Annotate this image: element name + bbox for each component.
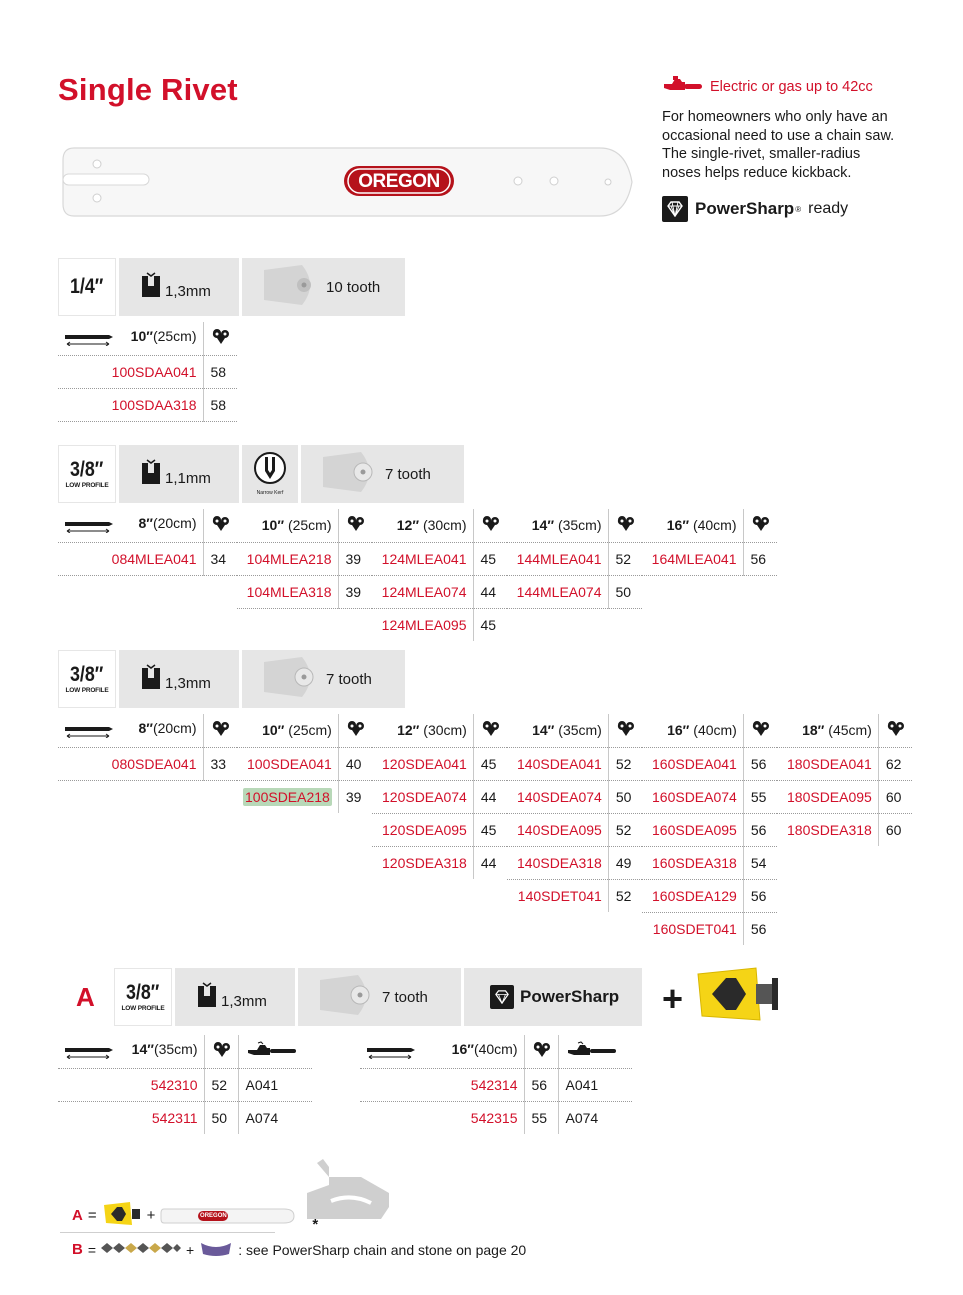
pitch-cell [58, 650, 116, 708]
part-number: 140SDEA074 [507, 780, 608, 813]
narrow-kerf-cell [242, 445, 298, 503]
drive-links: 55 [743, 780, 777, 813]
spec-band-quarter [58, 258, 405, 316]
part-number: 160SDEA095 [642, 813, 743, 846]
plus-sign: + [662, 978, 684, 1019]
length-cm: (40cm) [473, 1040, 518, 1057]
gauge-value: 1,3mm [165, 282, 211, 300]
drive-links: 34 [203, 542, 237, 575]
length-inch: 12″ [397, 722, 420, 739]
tooth-cell [301, 445, 464, 503]
drive-links: 60 [878, 813, 912, 846]
table-row [58, 608, 777, 641]
table-row [58, 1101, 312, 1134]
drive-link-icon [204, 1035, 238, 1068]
drive-links: 56 [743, 879, 777, 912]
drive-links: 44 [473, 846, 507, 879]
length-cm: (25cm) [288, 722, 332, 739]
use-text: Electric or gas up to 42cc [710, 79, 873, 95]
drive-link-icon [608, 509, 642, 542]
drive-links: 39 [338, 542, 372, 575]
guide-bar-mini-icon [160, 1207, 296, 1225]
description-line: noses helps reduce kickback. [662, 164, 852, 181]
gauge-icon [141, 459, 161, 489]
kit-number: 542314 [360, 1068, 524, 1101]
plus-sign: + [186, 1241, 195, 1258]
length-header [777, 714, 878, 747]
drive-links: 56 [743, 747, 777, 780]
sprocket-nose-icon [321, 449, 379, 499]
tooth-value: 7 tooth [382, 988, 428, 1006]
bar-length-header [58, 1035, 204, 1068]
drive-link-icon [338, 509, 372, 542]
sharpener-icon [102, 1201, 142, 1231]
length-header [372, 509, 473, 542]
part-number: 160SDEA318 [642, 846, 743, 879]
table-row [58, 575, 777, 608]
drive-links: 45 [473, 747, 507, 780]
narrow-kerf-icon [253, 452, 287, 489]
bar-mount: A074 [558, 1101, 632, 1134]
table-kit-16 [360, 1035, 632, 1134]
bar-length-icon [64, 1045, 114, 1062]
length-inch: 14″ [131, 1040, 154, 1057]
drive-link-icon [743, 714, 777, 747]
kit-number: 542310 [58, 1068, 204, 1101]
saw-icon [662, 76, 704, 98]
sprocket-nose-icon [262, 654, 320, 704]
gauge-cell [119, 650, 239, 708]
drive-links: 56 [524, 1068, 558, 1101]
table-row [360, 1101, 632, 1134]
drive-links: 58 [203, 355, 237, 388]
gauge-icon [141, 272, 161, 302]
drive-links: 62 [878, 747, 912, 780]
length-inch: 10″ [130, 327, 153, 344]
length-inch: 14″ [532, 722, 555, 739]
bar-length-header [360, 1035, 524, 1068]
part-number: 104MLEA318 [237, 575, 338, 608]
bar-length-icon [366, 1045, 416, 1062]
gem-icon [490, 985, 514, 1009]
pitch-label: LOW PROFILE [65, 687, 109, 694]
table-row [58, 1068, 312, 1101]
gauge-cell [119, 445, 239, 503]
table-lp-13 [58, 714, 912, 945]
drive-links: 39 [338, 780, 372, 813]
spec-band-kit [114, 968, 642, 1026]
equals-sign: = [87, 1241, 97, 1258]
part-number: 120SDEA095 [372, 813, 473, 846]
length-inch: 16″ [667, 722, 690, 739]
tooth-value: 7 tooth [326, 670, 372, 688]
part-number: 124MLEA074 [372, 575, 473, 608]
part-number: 140SDEA095 [507, 813, 608, 846]
oregon-logo: OREGON [358, 171, 440, 192]
gauge-icon [197, 982, 217, 1012]
drive-links: 50 [204, 1101, 238, 1134]
table-row [360, 1068, 632, 1101]
sharpener-icon [694, 966, 782, 1029]
chain-icon [101, 1241, 181, 1258]
mini-oregon-logo: OREGON [200, 1212, 227, 1219]
part-number-highlighted [237, 780, 338, 813]
part-number: 120SDEA318 [382, 854, 467, 871]
tooth-value: 10 tooth [326, 278, 381, 296]
drive-link-icon [743, 509, 777, 542]
part-number: 164MLEA041 [642, 542, 743, 575]
spec-band-lp-11 [58, 445, 464, 503]
drive-links: 54 [743, 846, 777, 879]
part-number: 100SDAA041 [58, 355, 203, 388]
drive-links: 56 [743, 542, 777, 575]
length-cm: (20cm) [152, 719, 197, 736]
tooth-cell [298, 968, 461, 1026]
gauge-value: 1,3mm [165, 674, 211, 692]
bar-length-icon [64, 724, 114, 741]
length-header [237, 509, 338, 542]
drive-links: 52 [608, 879, 642, 912]
description [662, 108, 932, 182]
length-inch: 10″ [262, 722, 285, 739]
part-number: 080SDEA041 [58, 747, 203, 780]
length-inch: 8″ [138, 514, 153, 531]
drive-links: 45 [473, 813, 507, 846]
drive-links: 55 [524, 1101, 558, 1134]
narrow-kerf-label: Narrow Kerf [256, 490, 284, 496]
table-row [58, 355, 237, 388]
table-row [58, 912, 912, 945]
part-number: 120SDEA041 [372, 747, 473, 780]
legend-b-text: : see PowerSharp chain and stone on page 20 [238, 1241, 527, 1258]
length-cm: (30cm) [423, 722, 467, 739]
part-number: 100SDAA318 [58, 388, 203, 421]
bar-mount: A041 [558, 1068, 632, 1101]
part-number: 104MLEA218 [237, 542, 338, 575]
length-inch: 10″ [261, 517, 285, 534]
drive-links: 33 [203, 747, 237, 780]
part-number: 160SDEA074 [642, 780, 743, 813]
gauge-icon [141, 664, 161, 694]
part-number: 140SDEA318 [507, 846, 608, 879]
sprocket-nose-icon [318, 972, 376, 1022]
bar-mount: A074 [238, 1101, 312, 1134]
length-cm: (35cm) [153, 1040, 198, 1057]
bar-length-header [58, 322, 203, 355]
length-inch: 18″ [802, 722, 825, 739]
pitch-value: 1/4″ [70, 275, 104, 298]
drive-link-icon [878, 714, 912, 747]
legend-b [72, 1240, 526, 1259]
length-header [642, 714, 743, 747]
powersharp-brand: PowerSharp [695, 199, 795, 218]
powersharp-suffix: ready [808, 200, 849, 217]
table-row [58, 542, 777, 575]
powersharp-cell [464, 968, 642, 1026]
tooth-cell [242, 258, 405, 316]
powersharp-ready: PowerSharp ® ready [662, 196, 932, 222]
length-header [507, 714, 608, 747]
guide-bar-image [60, 144, 640, 225]
drive-links: 50 [608, 575, 642, 608]
drive-links: 45 [473, 542, 507, 575]
table-kit-14 [58, 1035, 312, 1134]
tooth-value: 7 tooth [385, 465, 431, 483]
pitch-value: 3/8″ [70, 663, 104, 686]
length-inch: 12″ [396, 517, 420, 534]
length-inch: 16″ [666, 517, 690, 534]
length-inch: 16″ [451, 1040, 474, 1057]
bar-length-header [58, 714, 203, 747]
page-title: Single Rivet [58, 72, 238, 107]
part-number: 100SDEA218 [245, 788, 330, 805]
description-line: The single-rivet, smaller-radius [662, 146, 861, 162]
drive-link-icon [338, 714, 372, 747]
pitch-cell [114, 968, 172, 1026]
length-header [237, 714, 338, 747]
drive-links: 52 [204, 1068, 238, 1101]
part-number: 140SDET041 [517, 887, 602, 904]
table-quarter-pitch [58, 322, 237, 422]
length-cm: (20cm) [152, 514, 197, 531]
part-number: 144MLEA074 [507, 575, 608, 608]
info-box [662, 76, 932, 222]
drive-links: 50 [608, 780, 642, 813]
description-line: occasional need to use a chain saw. [662, 127, 895, 144]
plus-sign: + [146, 1207, 156, 1224]
length-header [372, 714, 473, 747]
drive-links: 56 [743, 912, 777, 945]
bar-length-icon [64, 519, 114, 536]
length-header [642, 509, 743, 542]
drive-links: 58 [203, 388, 237, 421]
pitch-cell [58, 445, 116, 503]
saw-model-icon [558, 1035, 632, 1068]
drive-links: 56 [743, 813, 777, 846]
part-number: 160SDEA129 [642, 879, 743, 912]
length-cm: (40cm) [693, 722, 737, 739]
part-number: 140SDEA041 [507, 747, 608, 780]
part-number: 180SDEA318 [787, 821, 872, 838]
saw-model-icon [238, 1035, 312, 1068]
table-row [58, 747, 912, 780]
pitch-cell [58, 258, 116, 316]
pitch-label: LOW PROFILE [121, 1005, 165, 1012]
powersharp-label: PowerSharp [520, 987, 620, 1006]
sprocket-nose-icon [262, 262, 320, 312]
part-number: 084MLEA041 [58, 542, 203, 575]
use-line [662, 76, 932, 98]
table-row [58, 813, 912, 846]
legend-key-a: A [72, 1207, 83, 1224]
part-number: 124MLEA041 [372, 542, 473, 575]
tooth-cell [242, 650, 405, 708]
length-cm: (35cm) [557, 517, 602, 534]
part-number: 144MLEA041 [507, 542, 608, 575]
length-cm: (25cm) [152, 327, 197, 344]
part-number: 100SDEA041 [237, 747, 338, 780]
length-cm: (40cm) [692, 517, 737, 534]
part-number: 160SDEA041 [642, 747, 743, 780]
legend-key-b: B [72, 1241, 83, 1258]
equals-sign: = [87, 1207, 97, 1224]
pitch-value: 3/8″ [126, 981, 160, 1004]
drive-links: 40 [338, 747, 372, 780]
part-number: 180SDEA095 [777, 780, 878, 813]
drive-link-icon [524, 1035, 558, 1068]
description-line: For homeowners who only have an [662, 109, 888, 125]
kit-number: 542315 [470, 1109, 518, 1126]
asterisk: * [312, 1216, 319, 1233]
part-number: 124MLEA095 [381, 616, 467, 633]
table-lp-11 [58, 509, 777, 641]
table-row [58, 879, 912, 912]
drive-link-icon [473, 714, 507, 747]
table-row [58, 388, 237, 421]
drive-link-icon [608, 714, 642, 747]
gauge-cell [175, 968, 295, 1026]
kit-number: 542311 [151, 1109, 198, 1126]
bar-mount: A041 [238, 1068, 312, 1101]
drive-links: 44 [473, 780, 507, 813]
drive-links: 49 [608, 846, 642, 879]
drive-link-icon [473, 509, 507, 542]
drive-links: 44 [473, 575, 507, 608]
gauge-value: 1,3mm [221, 992, 267, 1010]
bar-length-icon [64, 332, 114, 349]
table-row [58, 780, 912, 813]
sharpening-stone-icon [199, 1240, 233, 1259]
drive-link-icon [203, 322, 237, 355]
spec-band-lp-13 [58, 650, 405, 708]
gauge-value: 1,1mm [165, 469, 211, 487]
drive-link-icon [203, 509, 237, 542]
pitch-value: 3/8″ [70, 458, 104, 481]
length-inch: 8″ [138, 719, 153, 736]
legend-a [72, 1198, 318, 1233]
drive-links: 60 [878, 780, 912, 813]
bar-length-header [58, 509, 203, 542]
length-cm: (30cm) [422, 517, 467, 534]
length-cm: (25cm) [287, 517, 332, 534]
drive-links: 39 [338, 575, 372, 608]
length-header [507, 509, 608, 542]
gem-icon [662, 196, 688, 222]
drive-links: 52 [608, 542, 642, 575]
gauge-cell [119, 258, 239, 316]
kit-letter: A [76, 982, 95, 1012]
drive-links: 52 [608, 747, 642, 780]
pitch-label: LOW PROFILE [65, 482, 109, 489]
drive-links: 52 [608, 813, 642, 846]
drive-link-icon [203, 714, 237, 747]
length-inch: 14″ [531, 517, 555, 534]
table-row [58, 846, 912, 879]
part-number: 180SDEA041 [777, 747, 878, 780]
length-cm: (35cm) [558, 722, 602, 739]
length-cm: (45cm) [828, 722, 872, 739]
drive-links: 45 [473, 608, 507, 641]
legend-divider [60, 1232, 275, 1233]
part-number: 120SDEA074 [372, 780, 473, 813]
part-number: 160SDET041 [652, 920, 737, 937]
